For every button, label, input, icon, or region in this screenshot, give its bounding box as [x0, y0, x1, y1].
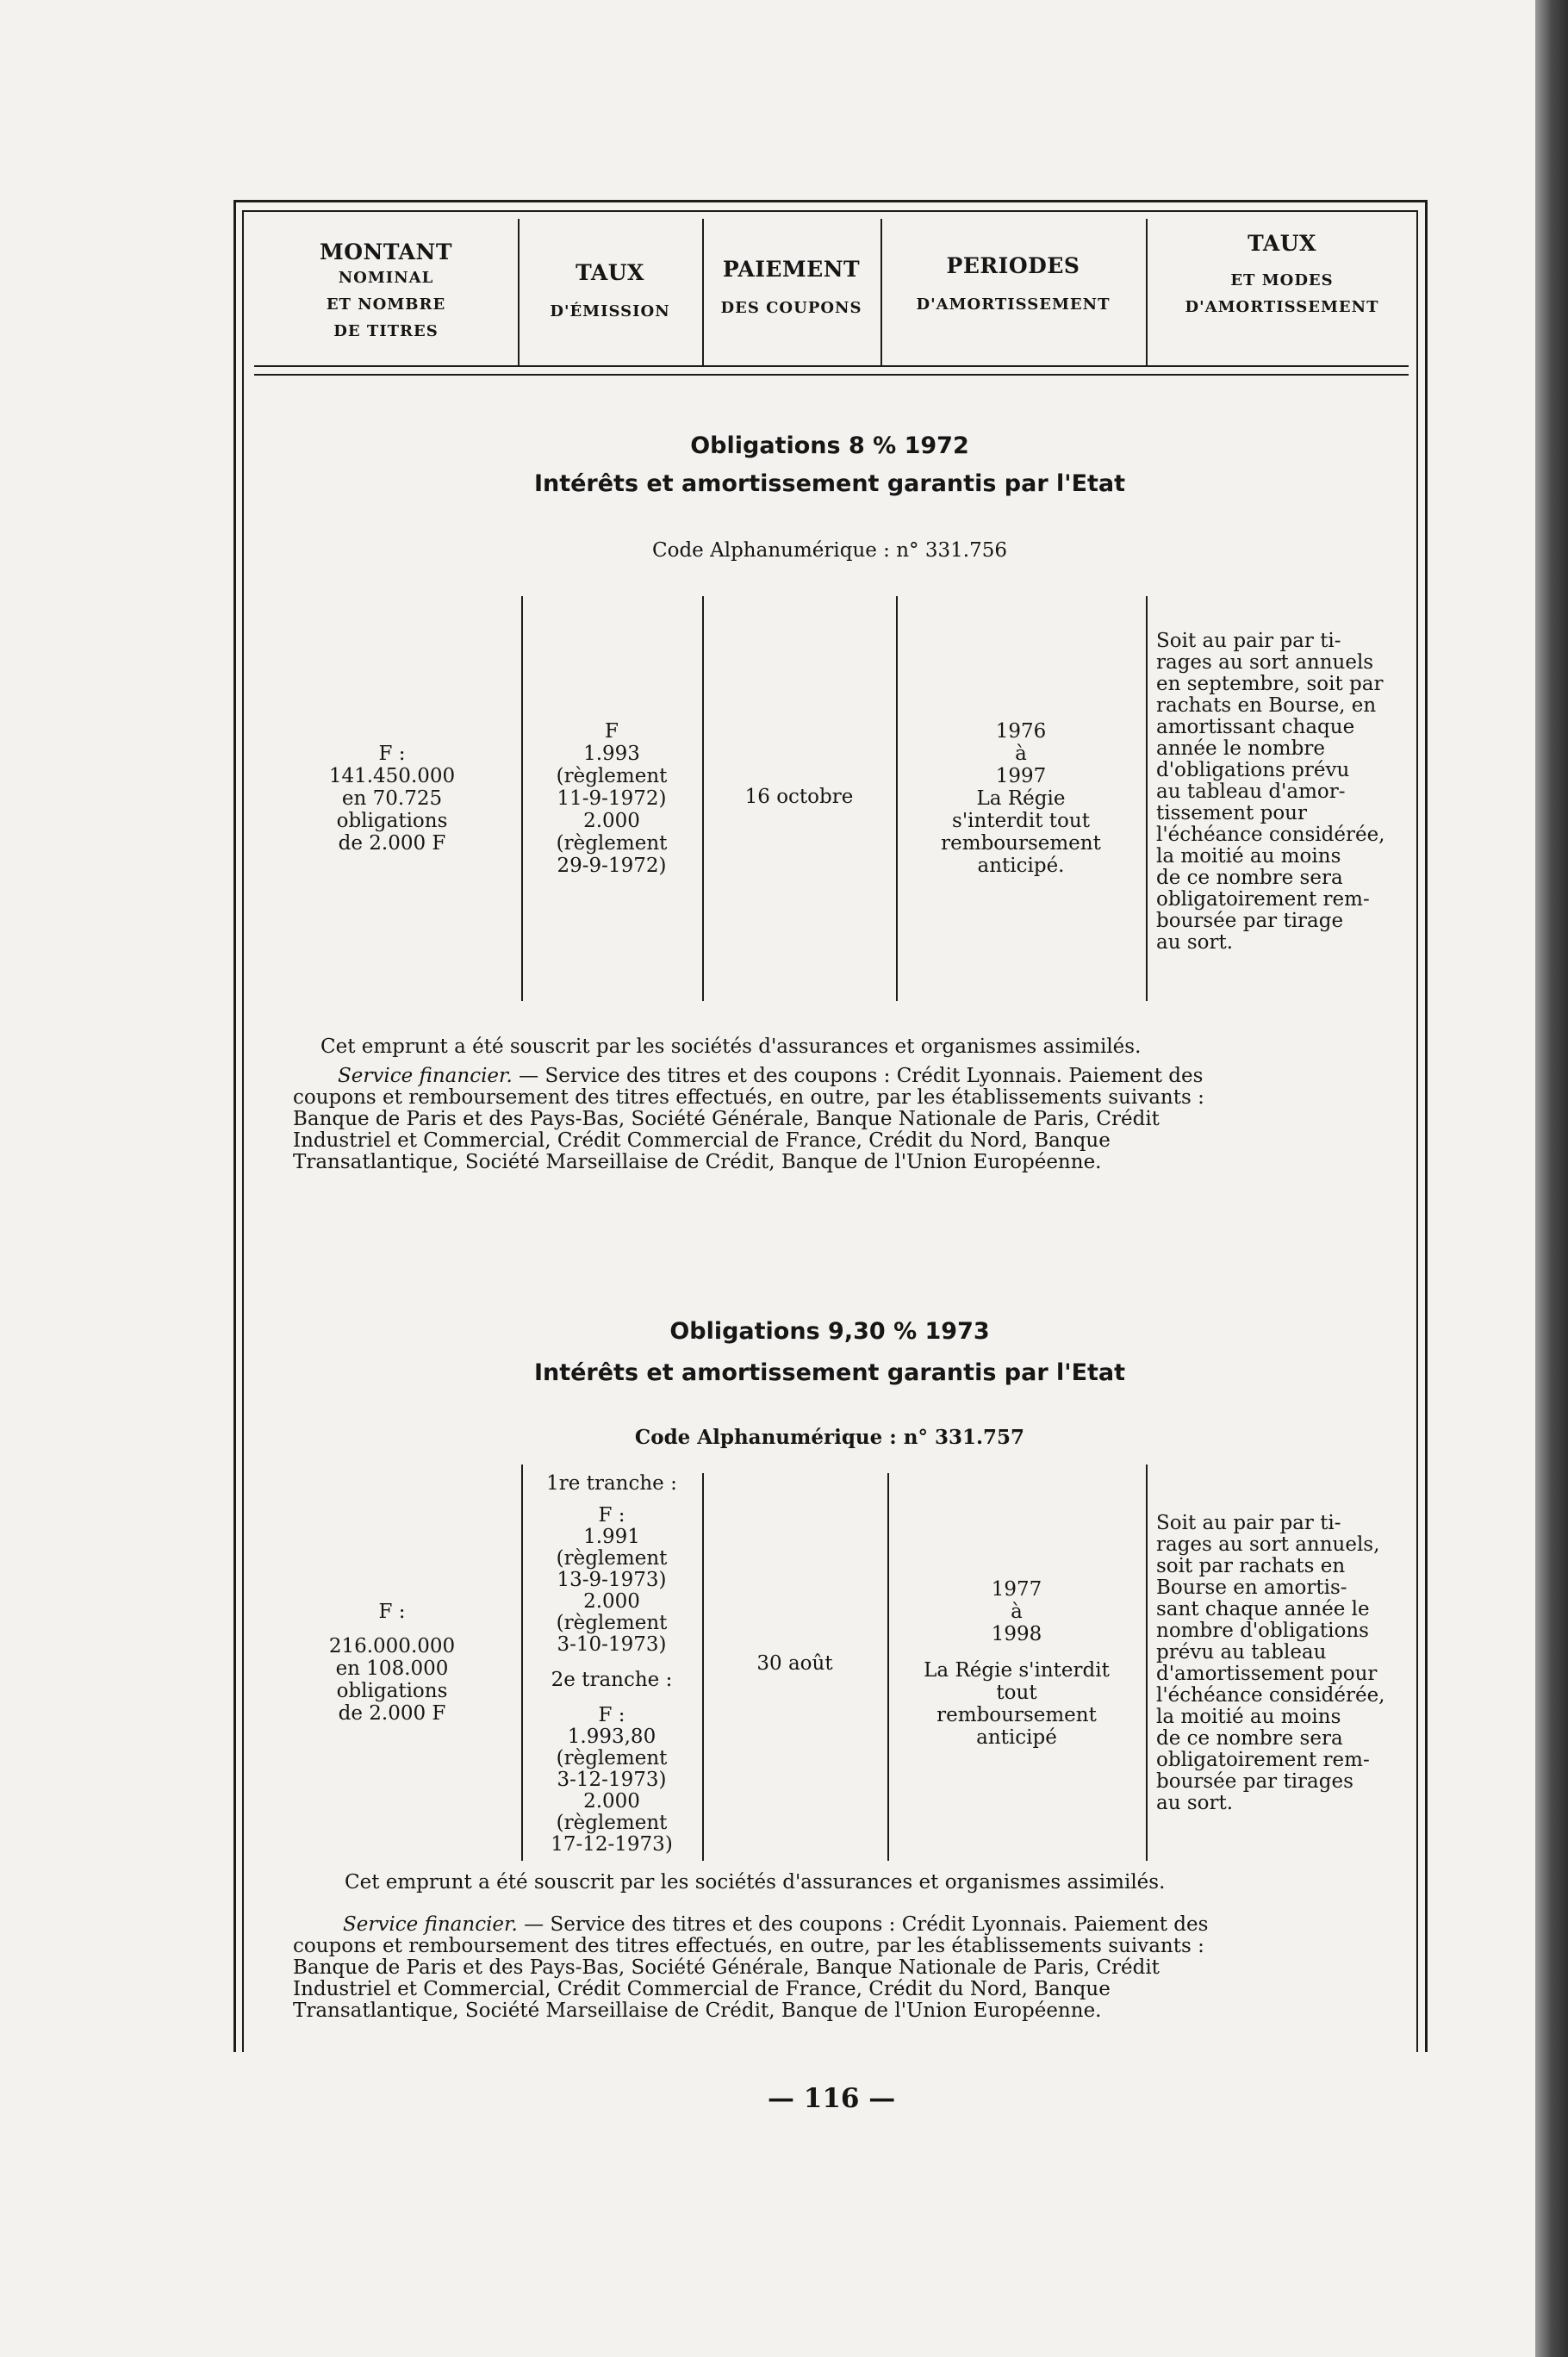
- cell-line: 1997: [995, 765, 1047, 787]
- service-line: [293, 1914, 1208, 1936]
- cell-line: Bourse en amortis-: [1156, 1577, 1347, 1599]
- cell-line: 141.450.000: [328, 765, 456, 787]
- service-line: coupons et remboursement des titres effectués, en outre, par les établissements suivants :: [293, 1086, 1204, 1109]
- loan-1973-taux: [526, 1473, 698, 1856]
- cell-line: prévu au tableau: [1156, 1641, 1327, 1664]
- header-text: D'ÉMISSION: [550, 302, 670, 320]
- cell-line: 17-12-1973): [551, 1833, 673, 1856]
- header-text: NOMINAL: [338, 269, 434, 287]
- header-text: DES COUPONS: [720, 299, 862, 317]
- cell-line: rages au sort annuels,: [1156, 1533, 1380, 1556]
- cell-line: F :: [598, 1504, 625, 1527]
- loan-1973-note: Cet emprunt a été souscrit par les sociétés d'assurances et organismes assimilés.: [345, 1871, 1166, 1894]
- header-divider: [1146, 219, 1148, 367]
- cell-line: 1.993: [583, 743, 640, 765]
- cell-line: rages au sort annuels: [1156, 651, 1374, 674]
- header-text: D'AMORTISSEMENT: [916, 295, 1111, 314]
- cell-line: anticipé.: [977, 855, 1065, 877]
- header-rule: [254, 365, 1409, 367]
- cell-line: année le nombre: [1156, 737, 1325, 760]
- cell-line: F :: [378, 1601, 406, 1623]
- service-line: Transatlantique, Société Marseillaise de Crédit, Banque de l'Union Européenne.: [293, 1999, 1102, 2022]
- cell-line: au sort.: [1156, 931, 1234, 954]
- cell-line: s'interdit tout: [952, 810, 1090, 832]
- cell-line: de 2.000 F: [338, 832, 446, 855]
- header-divider: [880, 219, 882, 367]
- loan-1972-paiement: 16 octobre: [744, 786, 854, 808]
- loan-1972-periodes: [900, 720, 1142, 877]
- header-text: PERIODES: [946, 253, 1080, 278]
- cell-line: 1976: [995, 720, 1047, 743]
- cell-line: la moitié au moins: [1156, 845, 1341, 868]
- column-divider: [521, 596, 523, 1001]
- cell-line: obligations: [336, 1680, 448, 1702]
- service-line: Banque de Paris et des Pays-Bas, Société Générale, Banque Nationale de Paris, Crédit: [293, 1956, 1160, 1979]
- table-frame-left: [233, 200, 236, 2052]
- header-text: TAUX: [1248, 231, 1316, 256]
- column-divider: [1146, 1465, 1148, 1861]
- cell-line: remboursement: [936, 1704, 1097, 1726]
- header-paiement: [706, 255, 877, 321]
- cell-line: (règlement: [556, 1812, 668, 1834]
- book-page-edge: [1535, 0, 1568, 2357]
- cell-line: obligatoirement rem-: [1156, 888, 1370, 911]
- cell-line: d'amortissement pour: [1156, 1663, 1378, 1685]
- cell-line: nombre d'obligations: [1156, 1620, 1369, 1642]
- cell-line: obligations: [336, 810, 448, 832]
- cell-line: obligatoirement rem-: [1156, 1749, 1370, 1771]
- cell-line: la moitié au moins: [1156, 1706, 1341, 1728]
- service-text: — Service des titres et des coupons : Crédit Lyonnais. Paiement des: [517, 1913, 1209, 1936]
- cell-line: en 70.725: [341, 787, 443, 810]
- cell-line: sant chaque année le: [1156, 1598, 1370, 1620]
- header-divider: [518, 219, 520, 367]
- loan-1973-modes: [1156, 1513, 1411, 1814]
- header-text: ET NOMBRE: [326, 295, 446, 314]
- cell-line: (règlement: [556, 832, 668, 855]
- service-label: Service financier.: [338, 1065, 513, 1087]
- loan-1972-subtitle: Intérêts et amortissement garantis par l'Etat: [533, 470, 1126, 497]
- header-rule-inner: [254, 374, 1409, 376]
- loan-1972-code: Code Alphanumérique : n° 331.756: [652, 539, 1007, 562]
- column-divider: [887, 1473, 889, 1861]
- cell-line: de ce nombre sera: [1156, 867, 1343, 889]
- header-divider: [702, 219, 704, 367]
- column-divider: [896, 596, 898, 1001]
- cell-line: Soit au pair par ti-: [1156, 630, 1341, 652]
- cell-line: (règlement: [556, 1547, 668, 1570]
- cell-line: 1998: [991, 1623, 1042, 1645]
- cell-line: (règlement: [556, 765, 668, 787]
- cell-line: de ce nombre sera: [1156, 1727, 1343, 1750]
- cell-line: 1re tranche :: [546, 1472, 677, 1495]
- cell-line: 11-9-1972): [557, 787, 667, 810]
- cell-line: 13-9-1973): [557, 1569, 667, 1591]
- cell-line: au tableau d'amor-: [1156, 780, 1346, 803]
- cell-line: amortissant chaque: [1156, 716, 1355, 738]
- cell-line: F :: [598, 1704, 625, 1726]
- column-divider: [521, 1465, 523, 1861]
- column-divider: [702, 1473, 704, 1861]
- header-montant: [258, 239, 513, 345]
- cell-line: La Régie s'interdit: [924, 1659, 1110, 1682]
- loan-1972-service: [293, 1066, 1204, 1173]
- cell-line: rachats en Bourse, en: [1156, 694, 1377, 717]
- cell-line: d'obligations prévu: [1156, 759, 1350, 781]
- cell-line: 2e tranche :: [551, 1669, 673, 1691]
- cell-line: (règlement: [556, 1612, 668, 1634]
- loan-1973-periodes: [892, 1578, 1142, 1749]
- loan-1972-montant: [267, 743, 517, 855]
- header-text: MONTANT: [320, 239, 452, 264]
- cell-line: (règlement: [556, 1747, 668, 1769]
- table-frame-top-inner: [242, 210, 1418, 212]
- service-line: Industriel et Commercial, Crédit Commercial de France, Crédit du Nord, Banque: [293, 1978, 1111, 2000]
- service-line: coupons et remboursement des titres effectués, en outre, par les établissements suivants :: [293, 1935, 1204, 1957]
- cell-line: 2.000: [583, 1790, 640, 1813]
- cell-line: de 2.000 F: [338, 1702, 446, 1725]
- table-frame-top: [233, 200, 1428, 202]
- cell-line: 1977: [991, 1578, 1042, 1601]
- header-text: TAUX: [576, 260, 644, 285]
- cell-line: boursée par tirages: [1156, 1770, 1353, 1793]
- cell-line: 3-10-1973): [557, 1633, 667, 1656]
- cell-line: en 108.000: [335, 1657, 449, 1680]
- service-line: [293, 1066, 1204, 1087]
- header-taux-modes: [1149, 229, 1415, 320]
- cell-line: 2.000: [583, 810, 640, 832]
- table-frame-right-inner: [1416, 210, 1418, 2052]
- cell-line: remboursement: [941, 832, 1101, 855]
- cell-line: La Régie: [976, 787, 1066, 810]
- service-line: Banque de Paris et des Pays-Bas, Société Générale, Banque Nationale de Paris, Crédit: [293, 1108, 1160, 1130]
- cell-line: 3-12-1973): [557, 1769, 667, 1791]
- cell-line: soit par rachats en: [1156, 1555, 1346, 1577]
- service-line: Industriel et Commercial, Crédit Commercial de France, Crédit du Nord, Banque: [293, 1129, 1111, 1152]
- loan-1972-modes: [1156, 631, 1411, 954]
- cell-line: en septembre, soit par: [1156, 673, 1384, 695]
- cell-line: l'échéance considérée,: [1156, 1684, 1385, 1707]
- loan-1973-service: [293, 1914, 1208, 2022]
- cell-line: à: [1011, 1601, 1023, 1623]
- loan-1973-montant: [267, 1601, 517, 1725]
- cell-line: 1.993,80: [567, 1726, 656, 1748]
- loan-1972-taux: [526, 720, 698, 877]
- service-text: — Service des titres et des coupons : Crédit Lyonnais. Paiement des: [512, 1065, 1204, 1087]
- column-divider: [702, 596, 704, 1001]
- header-text: PAIEMENT: [722, 257, 861, 282]
- cell-line: à: [1015, 743, 1027, 765]
- service-label: Service financier.: [343, 1913, 518, 1936]
- cell-line: 2.000: [583, 1590, 640, 1613]
- loan-1972-title: Obligations 8 % 1972: [690, 432, 969, 459]
- table-frame-right: [1425, 200, 1428, 2052]
- cell-line: l'échéance considérée,: [1156, 824, 1385, 846]
- header-text: D'AMORTISSEMENT: [1185, 298, 1379, 316]
- loan-1972-note: Cet emprunt a été souscrit par les sociétés d'assurances et organismes assimilés.: [320, 1035, 1142, 1058]
- cell-line: tissement pour: [1156, 802, 1307, 824]
- column-divider: [1146, 596, 1148, 1001]
- page-number: — 116 —: [768, 2083, 896, 2114]
- loan-1973-subtitle: Intérêts et amortissement garantis par l'Etat: [533, 1359, 1126, 1386]
- cell-line: 216.000.000: [328, 1635, 456, 1657]
- loan-1973-title: Obligations 9,30 % 1973: [669, 1318, 990, 1345]
- header-text: DE TITRES: [333, 322, 439, 340]
- cell-line: F :: [378, 743, 406, 765]
- cell-line: Soit au pair par ti-: [1156, 1512, 1341, 1534]
- loan-1973-paiement: 30 août: [756, 1652, 833, 1675]
- header-text: ET MODES: [1230, 271, 1334, 289]
- cell-line: 1.991: [583, 1526, 640, 1548]
- header-periodes: [884, 252, 1142, 318]
- cell-line: boursée par tirage: [1156, 910, 1344, 932]
- cell-line: tout: [996, 1682, 1037, 1704]
- service-line: Transatlantique, Société Marseillaise de Crédit, Banque de l'Union Européenne.: [293, 1151, 1102, 1173]
- loan-1973-code: Code Alphanumérique : n° 331.757: [634, 1426, 1025, 1449]
- cell-line: anticipé: [976, 1726, 1057, 1749]
- header-taux-emission: [521, 258, 699, 325]
- cell-line: au sort.: [1156, 1792, 1234, 1814]
- cell-line: F: [605, 720, 619, 743]
- cell-line: 29-9-1972): [557, 855, 667, 877]
